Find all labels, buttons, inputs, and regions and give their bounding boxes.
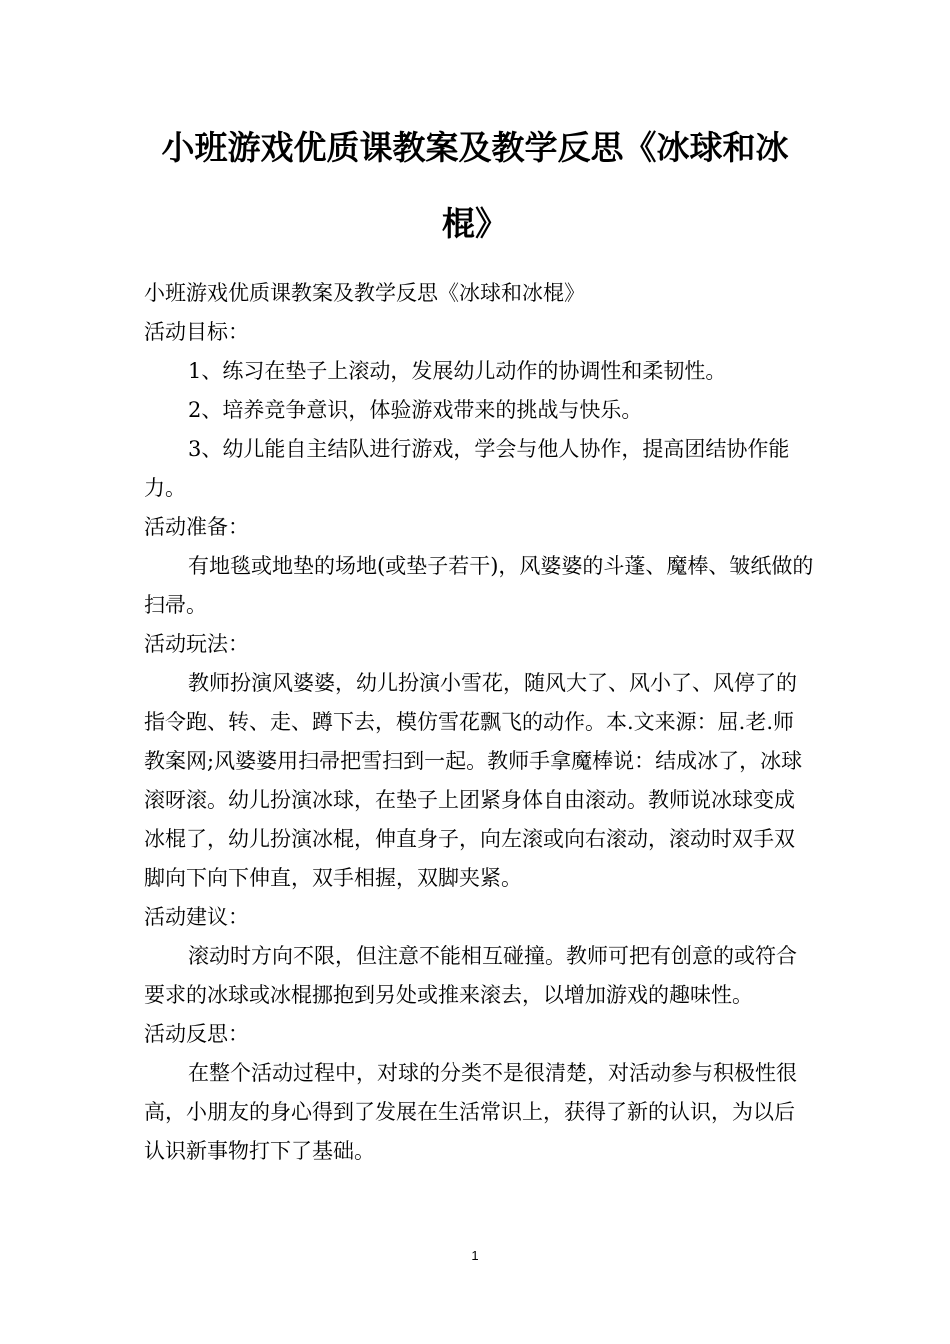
- goal-item-2: 2、培养竞争意识，体验游戏带来的挑战与快乐。: [188, 398, 643, 422]
- document-title-line1: 小班游戏优质课教案及教学反思《冰球和冰: [161, 128, 789, 167]
- goal-item-3: 3、幼儿能自主结队进行游戏，学会与他人协作，提高团结协作能力。: [144, 437, 790, 500]
- advice-text: 滚动时方向不限，但注意不能相互碰撞。教师可把有创意的或符合要求的冰球或冰棍挪抱到另处或推来滚去，以增加游戏的趣味性。: [144, 944, 797, 1007]
- reflect-heading: 活动反思：: [144, 1022, 249, 1046]
- document-body: [144, 274, 814, 1171]
- play-heading: 活动玩法：: [144, 632, 249, 656]
- document-title-line2: 棍》: [442, 204, 508, 243]
- reflect-text: 在整个活动过程中，对球的分类不是很清楚，对活动参与积极性很高，小朋友的身心得到了发展在生活常识上，获得了新的认识，为以后认识新事物打下了基础。: [144, 1061, 797, 1163]
- prep-text: 有地毯或地垫的场地(或垫子若干)，风婆婆的斗蓬、魔棒、皱纸做的扫帚。: [144, 554, 814, 617]
- goal-item-1: 1、练习在垫子上滚动，发展幼儿动作的协调性和柔韧性。: [188, 359, 727, 383]
- page-number: 1: [471, 1248, 479, 1263]
- goals-heading: 活动目标：: [144, 320, 249, 344]
- play-text: 教师扮演风婆婆，幼儿扮演小雪花，随风大了、风小了、风停了的指令跑、转、走、蹲下去，模仿雪花飘飞的动作。本.文来源：屈.老.师教案网;风婆婆用扫帚把雪扫到一起。教师手拿魔棒说：结成冰了，冰球滚呀滚。幼儿扮演冰球，在垫子上团紧身体自由滚动。教师说冰球变成冰棍了，幼儿扮演冰棍，伸直身子，向左滚或向右滚动，滚动时双手双脚向下向下伸直，双手相握，双脚夹紧。: [144, 671, 803, 890]
- subtitle: 小班游戏优质课教案及教学反思《冰球和冰棍》: [144, 281, 585, 305]
- prep-heading: 活动准备：: [144, 515, 249, 539]
- advice-heading: 活动建议：: [144, 905, 249, 929]
